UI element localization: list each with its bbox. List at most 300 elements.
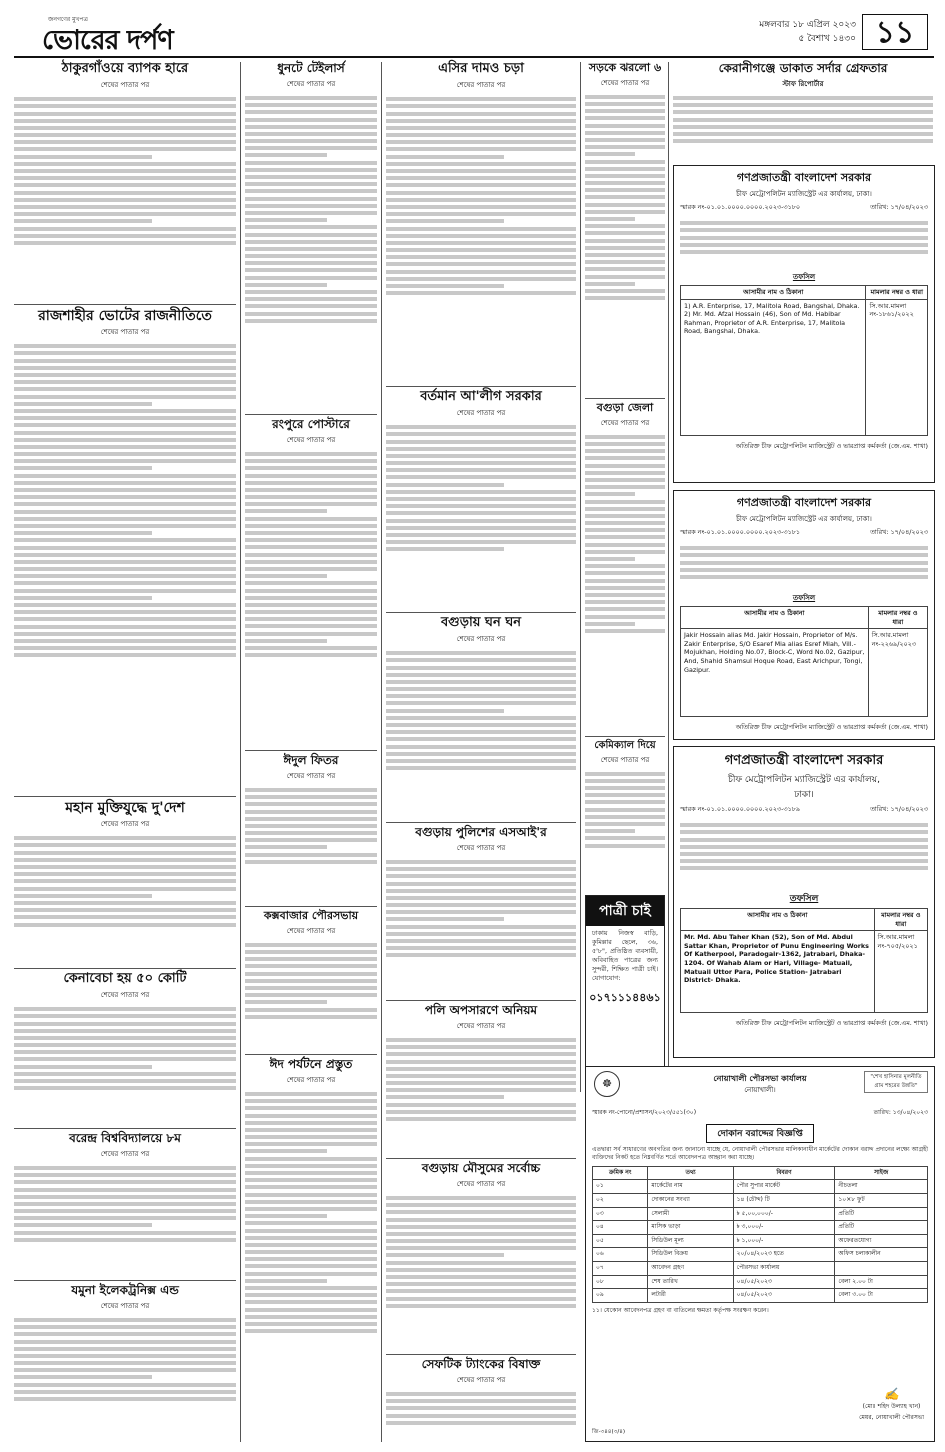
continuation-label: শেষের পাতার পর	[100, 80, 150, 89]
text-line	[245, 1322, 377, 1326]
municipality-notice-ad	[585, 1066, 935, 1442]
text-line	[386, 490, 576, 494]
text-line	[245, 1135, 377, 1139]
accused-details: 1) A.R. Enterprise, 17, Malitola Road, Bangshal, Dhaka. 2) Mr. Md. Afzal Hossain (46), Son of Md. Habibar Rahman, Proprietor of A.R. Enterprise, 17, Malitola Road, Bangshal, Dhaka.	[681, 299, 866, 435]
table-cell: বেলা ৩.০০ টা	[835, 1289, 928, 1303]
text-line	[585, 435, 665, 439]
text-line	[680, 845, 928, 849]
text-line	[245, 1264, 377, 1268]
text-line	[14, 1223, 152, 1227]
text-line	[245, 1200, 377, 1204]
text-line	[245, 1236, 377, 1240]
text-line	[245, 452, 377, 456]
text-line	[386, 291, 576, 295]
article-a4	[14, 972, 236, 1134]
article-body	[386, 648, 576, 828]
text-line	[680, 561, 928, 565]
article-b3	[245, 754, 377, 909]
text-line	[245, 1171, 377, 1175]
continuation-label: শেষের পাতার পর	[286, 1075, 336, 1084]
text-line	[386, 709, 504, 713]
text-line	[386, 497, 576, 501]
text-line	[14, 908, 236, 912]
text-line	[386, 701, 576, 705]
text-line	[14, 1231, 236, 1235]
text-line	[386, 1421, 576, 1425]
text-line	[680, 243, 928, 247]
text-line	[245, 993, 377, 997]
schedule-label: তফসিল	[792, 594, 816, 602]
divider	[585, 736, 665, 737]
signatory: অতিরিক্ত চীফ মেট্রোপলিটন ম্যাজিস্ট্রেট ও ভারপ্রাপ্ত কর্মকর্তা (জে.এম. শাখা)	[735, 441, 928, 450]
text-line	[245, 153, 327, 157]
text-line	[585, 195, 665, 199]
text-line	[386, 687, 576, 691]
office-district: নোয়াখালী।	[744, 1086, 776, 1094]
article-d1	[585, 62, 665, 402]
continuation-label: শেষের পাতার পর	[100, 328, 150, 337]
text-line	[585, 600, 665, 604]
text-line	[673, 96, 933, 100]
text-line	[680, 228, 928, 232]
text-line	[386, 1392, 576, 1396]
text-line	[245, 146, 377, 150]
table-cell: প্রতিটি	[835, 1221, 928, 1235]
text-line	[386, 1038, 576, 1042]
case-number: সি.আর.মামলা নং-৭০৫/২০২১	[874, 931, 927, 1013]
text-line	[14, 459, 236, 463]
text-line	[386, 241, 576, 245]
article-body	[386, 422, 576, 618]
phone-number: ০১৭১১১৪৪৬১	[589, 991, 661, 1004]
text-line	[386, 212, 576, 216]
notice-date: তারিখ: ১৭/০৪/২০২৩	[870, 528, 928, 536]
text-line	[14, 865, 236, 869]
text-line	[245, 831, 377, 835]
text-line	[386, 162, 576, 166]
text-line	[245, 240, 377, 244]
divider	[245, 1054, 377, 1055]
text-line	[14, 234, 236, 238]
column-divider	[580, 62, 581, 1092]
table-row	[593, 1261, 928, 1275]
text-line	[14, 147, 236, 151]
text-line	[14, 517, 236, 521]
text-line	[585, 145, 665, 149]
column-header: বিবরণ	[733, 1166, 835, 1180]
text-line	[14, 431, 236, 435]
column-header: সাইজ	[835, 1166, 928, 1180]
continuation-label: শেষের পাতার পর	[456, 843, 506, 852]
text-line	[585, 779, 665, 783]
text-line	[245, 574, 327, 578]
text-line	[14, 387, 236, 391]
headline: বরেন্দ্র বিশ্ববিদ্যালয়ে ৮ম	[69, 1131, 181, 1145]
text-line	[386, 475, 576, 479]
text-line	[14, 574, 236, 578]
text-line	[14, 901, 236, 905]
column-header: মামলার নম্বর ও ধারা	[874, 909, 927, 931]
text-line	[585, 246, 665, 250]
text-line	[14, 466, 152, 470]
table-cell: সিডিউল মূল্য	[648, 1234, 733, 1248]
table-cell: আবেদন গ্রহণ	[648, 1261, 733, 1275]
ad-title: গণপ্রজাতন্ত্রী বাংলাদেশ সরকার	[724, 753, 884, 768]
text-line	[585, 514, 665, 518]
text-line	[14, 1072, 236, 1076]
text-line	[386, 1246, 576, 1250]
text-line	[680, 221, 928, 225]
text-line	[14, 176, 236, 180]
text-line	[14, 553, 236, 557]
divider	[386, 612, 576, 613]
text-line	[386, 155, 504, 159]
text-line	[585, 181, 665, 185]
date-bangla: ৫ বৈশাখ ১৪৩০	[798, 34, 856, 44]
text-line	[585, 571, 665, 575]
text-line	[585, 116, 665, 120]
text-line	[245, 596, 377, 600]
text-line	[14, 546, 236, 550]
text-line	[245, 1000, 327, 1004]
text-line	[585, 109, 665, 113]
text-line	[14, 560, 236, 564]
text-line	[245, 225, 377, 229]
text-line	[585, 593, 665, 597]
table-cell: ৳ ১,০০০/-	[733, 1234, 835, 1248]
text-line	[585, 282, 635, 286]
text-line	[585, 772, 665, 776]
text-line	[14, 1397, 236, 1401]
notice-notes: ১১। যেকোন আবেদনপত্র গ্রহণ বা বাতিলের ক্ষমতা কর্তৃপক্ষ সংরক্ষণ করেন।	[592, 1306, 769, 1314]
article-c3	[386, 616, 576, 828]
article-d2	[585, 402, 665, 732]
text-line	[245, 986, 377, 990]
text-line	[245, 1329, 377, 1333]
continuation-label: শেষের পাতার পর	[286, 771, 336, 780]
text-line	[386, 1088, 576, 1092]
text-line	[386, 183, 576, 187]
text-line	[14, 402, 152, 406]
divider	[14, 304, 236, 305]
continuation-label: শেষের পাতার পর	[600, 78, 650, 87]
accused-details: Mr. Md. Abu Taher Khan (52), Son of Md. Abdul Sattar Khan, Proprietor of Punu Engineering Works Of Katherpool, Paradogair-1362, Jatrabari, Dhaka- 1204. Of Wahab Alam or Hari, Village- Matuail, Matuail Uttor Para, Police Station- Jatrabari District- Dhaka.	[681, 931, 875, 1013]
article-c4	[386, 826, 576, 1007]
text-line	[14, 140, 236, 144]
text-line	[14, 596, 152, 600]
text-line	[386, 745, 576, 749]
headline: বগুড়ায় পুলিশের এসআই'র	[415, 825, 547, 839]
text-line	[245, 1300, 377, 1304]
text-line	[14, 617, 236, 621]
headline: ধুনটে টেইলার্স	[277, 61, 345, 75]
text-line	[386, 227, 576, 231]
table-cell: ০২	[593, 1194, 648, 1208]
divider	[14, 1280, 236, 1281]
text-line	[245, 553, 377, 557]
headline: কেনাবেচা হয় ৫০ কোটি	[63, 971, 187, 986]
text-line	[585, 231, 665, 235]
text-line	[386, 97, 576, 101]
table-cell: ০৪	[593, 1221, 648, 1235]
text-line	[386, 112, 576, 116]
text-line	[245, 1142, 377, 1146]
text-line	[14, 872, 236, 876]
text-line	[585, 471, 665, 475]
table-cell: সিডিউল বিক্রয়	[648, 1248, 733, 1262]
divider	[14, 796, 236, 797]
text-line	[14, 858, 236, 862]
continuation-label: শেষের পাতার পর	[456, 634, 506, 643]
text-line	[14, 1318, 236, 1322]
text-line	[14, 894, 152, 898]
ad-text: ঢাকায় নিজস্ব বাড়ি, কুমিল্লার ছেলে, ৩৬, ৫'৮", প্রতিষ্ঠিত ব্যবসায়ী, অবিবাহিত পাত্রের জন্য সুন্দরী, শিক্ষিত পাত্রী চাই। যোগাযোগ:	[592, 929, 658, 982]
text-line	[14, 438, 236, 442]
table-row	[593, 1194, 928, 1208]
headline: রাজশাহীর ভোটের রাজনীতিতে	[38, 308, 212, 324]
article-a1	[14, 62, 236, 322]
divider	[386, 822, 576, 823]
continuation-label: শেষের পাতার পর	[456, 408, 506, 417]
text-line	[14, 1057, 236, 1061]
table-cell: ১৪ (চৌদ্দ) টি	[733, 1194, 835, 1208]
text-line	[14, 373, 236, 377]
text-line	[14, 843, 236, 847]
text-line	[14, 632, 236, 636]
text-line	[386, 1253, 504, 1257]
table-cell: অফিস চলাকালীন	[835, 1248, 928, 1262]
text-line	[585, 102, 665, 106]
text-line	[386, 104, 576, 108]
text-line	[245, 1185, 377, 1189]
text-line	[14, 162, 236, 166]
text-line	[386, 1399, 576, 1403]
continuation-label: শেষের পাতার পর	[600, 418, 650, 427]
article-body	[386, 94, 576, 394]
text-line	[585, 275, 665, 279]
text-line	[14, 495, 236, 499]
headline: কক্সবাজার পৌরসভায়	[263, 909, 359, 922]
text-line	[386, 425, 576, 429]
text-line	[245, 646, 377, 650]
text-line	[386, 946, 576, 950]
article-c2	[386, 390, 576, 618]
table-cell: ২০/০৪/২০২৩ হতে	[733, 1248, 835, 1262]
continuation-label: শেষের পাতার পর	[456, 1179, 506, 1188]
column-header: আসামীর নাম ও ঠিকানা	[681, 607, 869, 629]
text-line	[245, 972, 377, 976]
column-header: ক্রমিক নং	[593, 1166, 648, 1180]
divider	[14, 968, 236, 969]
column-divider	[240, 62, 241, 1442]
table-cell: ০১	[593, 1180, 648, 1194]
schedule-label: তফসিল	[792, 273, 816, 281]
text-line	[386, 1297, 576, 1301]
text-line	[245, 139, 377, 143]
text-line	[585, 174, 665, 178]
page-number: ১১	[862, 14, 928, 50]
text-line	[680, 553, 928, 557]
continuation-label: শেষের পাতার পর	[600, 755, 650, 764]
text-line	[245, 161, 377, 165]
text-line	[14, 198, 236, 202]
text-line	[14, 481, 236, 485]
text-line	[14, 653, 236, 657]
court-notice-ad-3	[673, 746, 935, 1058]
headline: সেফটিক ট্যাংকের বিষাক্ত	[421, 1357, 541, 1371]
text-line	[386, 860, 576, 864]
headline: সড়কে ঝরলো ৬	[588, 61, 662, 74]
text-line	[386, 1095, 504, 1099]
table-cell: ০৪/০৫/২০২৩	[733, 1289, 835, 1303]
table-row	[593, 1289, 928, 1303]
allocation-table	[592, 1166, 928, 1303]
text-line	[386, 1406, 576, 1410]
text-line	[245, 957, 377, 961]
table-cell	[835, 1261, 928, 1275]
text-line	[245, 1128, 377, 1132]
text-line	[14, 445, 236, 449]
text-line	[14, 395, 236, 399]
text-line	[386, 1261, 576, 1265]
text-line	[386, 284, 504, 288]
text-line	[245, 610, 377, 614]
article-body	[14, 1004, 236, 1134]
text-line	[245, 1008, 377, 1012]
text-line	[680, 250, 928, 254]
article-c6	[386, 1162, 576, 1361]
article-b5	[245, 1058, 377, 1445]
memo-number: স্মারক নং-০১.০১.০০০০.০০০০.২০২৩-৩১৮০	[680, 203, 801, 211]
text-line	[386, 1081, 576, 1085]
text-line	[245, 182, 377, 186]
text-line	[585, 586, 665, 590]
text-line	[386, 737, 576, 741]
text-line	[245, 197, 377, 201]
table-cell: ৳ ৫,০০,০০০/-	[733, 1207, 835, 1221]
text-line	[245, 624, 377, 628]
text-line	[585, 543, 665, 547]
divider	[245, 906, 377, 907]
article-c7	[386, 1358, 576, 1449]
text-line	[386, 198, 576, 202]
text-line	[14, 409, 236, 413]
text-line	[14, 1022, 236, 1026]
continuation-label: শেষের পাতার পর	[286, 79, 336, 88]
text-line	[673, 110, 933, 114]
text-line	[245, 545, 377, 549]
table-row	[593, 1180, 928, 1194]
table-cell: নীচতলা	[835, 1180, 928, 1194]
text-line	[14, 836, 236, 840]
text-line	[245, 824, 377, 828]
text-line	[585, 131, 665, 135]
text-line	[386, 1203, 576, 1207]
memo-number: স্মারক নং-পোনো/প্রশাসন/২০২৩/৫৫১(৩০)	[592, 1109, 697, 1116]
byline: স্টাফ রিপোর্টার	[782, 79, 824, 88]
text-line	[14, 416, 236, 420]
text-line	[14, 851, 236, 855]
text-line	[386, 1196, 576, 1200]
continuation-label: শেষের পাতার পর	[100, 820, 150, 829]
text-line	[386, 766, 576, 770]
text-line	[585, 815, 665, 819]
text-line	[245, 459, 377, 463]
text-line	[386, 1045, 576, 1049]
text-line	[14, 502, 236, 506]
text-line	[386, 447, 576, 451]
text-line	[245, 1092, 377, 1096]
text-line	[386, 169, 576, 173]
article-b4	[245, 910, 377, 1060]
text-line	[585, 224, 665, 228]
headline: এসির দামও চড়া	[438, 61, 524, 76]
table-cell: ৳ ৩,০০০/-	[733, 1221, 835, 1235]
text-line	[245, 560, 377, 564]
text-line	[386, 1218, 576, 1222]
article-body	[245, 940, 377, 1060]
text-line	[680, 823, 928, 827]
text-line	[585, 464, 665, 468]
court-notice-ad-2	[673, 490, 935, 740]
text-line	[386, 730, 576, 734]
date-block	[759, 18, 856, 46]
text-line	[14, 1173, 236, 1177]
table-row	[593, 1221, 928, 1235]
text-line	[386, 867, 576, 871]
text-line	[585, 253, 665, 257]
text-line	[585, 822, 665, 826]
text-line	[585, 528, 665, 532]
table-row	[593, 1275, 928, 1289]
divider	[585, 398, 665, 399]
notice-intro: এতদ্বারা সর্ব সাধারণের অবগতির জন্য জানানো যাচ্ছে যে, নোয়াখালী পৌরসভার মালিকানাধীন মার্কেটের দোকান বরাদ্দ প্রদানের লক্ষ্যে আগ্রহী ব্যক্তিদের নিকট হতে নিম্নবর্ণিত শর্তে আবেদনপত্র আহ্বান করা যাচ্ছে।	[592, 1146, 928, 1162]
text-line	[585, 188, 665, 192]
text-line	[14, 1079, 236, 1083]
text-line	[386, 1060, 576, 1064]
text-line	[585, 485, 665, 489]
text-line	[680, 866, 928, 870]
text-line	[245, 639, 327, 643]
article-body	[14, 341, 236, 805]
text-line	[386, 1232, 576, 1236]
text-line	[245, 1257, 377, 1261]
text-line	[386, 461, 576, 465]
text-line	[245, 1149, 327, 1153]
text-line	[386, 1414, 576, 1418]
text-line	[245, 1272, 377, 1276]
text-line	[386, 519, 576, 523]
text-line	[245, 524, 377, 528]
text-line	[14, 126, 236, 130]
text-line	[245, 1015, 377, 1019]
table-cell: দোকানের সংখ্যা	[648, 1194, 733, 1208]
text-line	[14, 1340, 236, 1344]
text-line	[14, 1166, 236, 1170]
text-line	[245, 1193, 377, 1197]
text-line	[245, 1121, 377, 1125]
article-a6	[14, 1284, 236, 1445]
text-line	[14, 1014, 236, 1018]
case-number: সি.আর.মামলা নং-২২৬৯/২০২৩	[868, 629, 927, 717]
text-line	[14, 1029, 236, 1033]
table-cell: মার্কেটের নাম	[648, 1180, 733, 1194]
text-line	[386, 759, 576, 763]
article-body	[386, 857, 576, 1007]
table-row	[593, 1207, 928, 1221]
text-line	[386, 547, 504, 551]
text-line	[245, 1315, 377, 1319]
